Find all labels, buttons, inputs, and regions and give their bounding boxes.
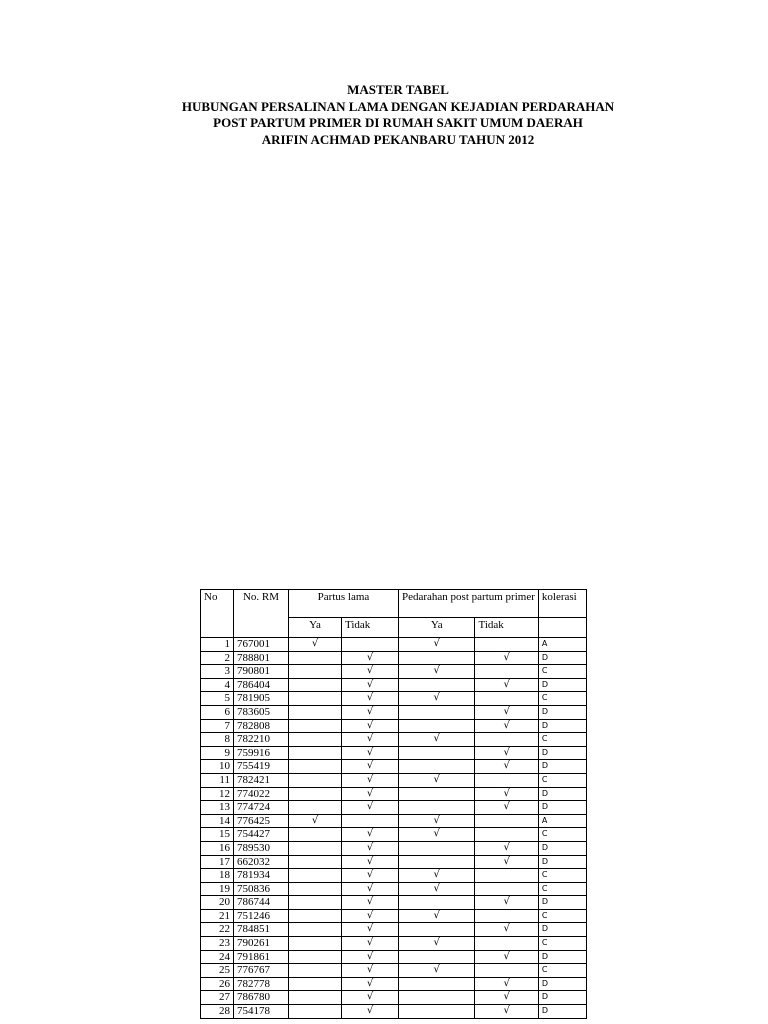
- pendarahan-tidak-check: √: [475, 801, 538, 815]
- rm-number: 776767: [234, 964, 289, 978]
- pendarahan-tidak-check: √: [475, 787, 538, 801]
- pendarahan-ya-check: [399, 1005, 475, 1019]
- rm-number: 776425: [234, 814, 289, 828]
- partus-ya-check: [289, 692, 342, 706]
- kolerasi-code: C: [538, 869, 586, 883]
- row-number: 8: [201, 733, 234, 747]
- pendarahan-tidak-check: [475, 937, 538, 951]
- rm-number: 786404: [234, 678, 289, 692]
- table-row: [201, 977, 587, 991]
- pendarahan-tidak-check: √: [475, 950, 538, 964]
- pendarahan-tidak-check: √: [475, 678, 538, 692]
- rm-number: 774022: [234, 787, 289, 801]
- partus-ya-check: [289, 841, 342, 855]
- table-row: [201, 964, 587, 978]
- pendarahan-ya-check: √: [399, 814, 475, 828]
- pendarahan-ya-check: [399, 651, 475, 665]
- row-number: 24: [201, 950, 234, 964]
- row-number: 14: [201, 814, 234, 828]
- row-number: 15: [201, 828, 234, 842]
- row-number: 21: [201, 909, 234, 923]
- kolerasi-code: C: [538, 665, 586, 679]
- row-number: 5: [201, 692, 234, 706]
- partus-tidak-check: √: [342, 882, 399, 896]
- header-kolerasi-blank: [538, 618, 586, 638]
- header-pendarahan-ya: Ya: [399, 618, 475, 638]
- pendarahan-ya-check: [399, 760, 475, 774]
- kolerasi-code: D: [538, 991, 586, 1005]
- master-table: [200, 589, 587, 1019]
- pendarahan-tidak-check: √: [475, 651, 538, 665]
- table-row: [201, 1005, 587, 1019]
- table-row: [201, 760, 587, 774]
- pendarahan-ya-check: [399, 801, 475, 815]
- table-row: [201, 923, 587, 937]
- kolerasi-code: D: [538, 1005, 586, 1019]
- rm-number: 781905: [234, 692, 289, 706]
- kolerasi-code: D: [538, 760, 586, 774]
- table-row: [201, 638, 587, 652]
- kolerasi-code: D: [538, 841, 586, 855]
- row-number: 3: [201, 665, 234, 679]
- rm-number: 788801: [234, 651, 289, 665]
- partus-tidak-check: √: [342, 869, 399, 883]
- document-title: [0, 82, 768, 148]
- rm-number: 786744: [234, 896, 289, 910]
- row-number: 22: [201, 923, 234, 937]
- partus-ya-check: [289, 705, 342, 719]
- partus-tidak-check: √: [342, 678, 399, 692]
- rm-number: 782421: [234, 773, 289, 787]
- row-number: 17: [201, 855, 234, 869]
- rm-number: 782210: [234, 733, 289, 747]
- kolerasi-code: C: [538, 692, 586, 706]
- pendarahan-ya-check: [399, 855, 475, 869]
- rm-number: 789530: [234, 841, 289, 855]
- rm-number: 755419: [234, 760, 289, 774]
- header-rm: No. RM: [234, 590, 289, 638]
- partus-ya-check: [289, 678, 342, 692]
- partus-tidak-check: √: [342, 760, 399, 774]
- pendarahan-tidak-check: √: [475, 719, 538, 733]
- table-body: [201, 638, 587, 1019]
- kolerasi-code: C: [538, 937, 586, 951]
- table-row: [201, 746, 587, 760]
- header-kolerasi: kolerasi: [538, 590, 586, 618]
- row-number: 25: [201, 964, 234, 978]
- partus-tidak-check: √: [342, 692, 399, 706]
- title-line-2: HUBUNGAN PERSALINAN LAMA DENGAN KEJADIAN PERDARAHAN: [181, 98, 615, 114]
- row-number: 23: [201, 937, 234, 951]
- rm-number: 790801: [234, 665, 289, 679]
- rm-number: 782808: [234, 719, 289, 733]
- row-number: 2: [201, 651, 234, 665]
- kolerasi-code: A: [538, 638, 586, 652]
- pendarahan-tidak-check: √: [475, 977, 538, 991]
- partus-tidak-check: √: [342, 841, 399, 855]
- pendarahan-ya-check: [399, 841, 475, 855]
- partus-tidak-check: √: [342, 909, 399, 923]
- partus-ya-check: [289, 977, 342, 991]
- table-row: [201, 841, 587, 855]
- kolerasi-code: D: [538, 787, 586, 801]
- pendarahan-tidak-check: [475, 773, 538, 787]
- kolerasi-code: D: [538, 855, 586, 869]
- pendarahan-ya-check: [399, 977, 475, 991]
- pendarahan-tidak-check: [475, 638, 538, 652]
- table-row: [201, 665, 587, 679]
- header-pendarahan: Pedarahan post partum primer: [399, 590, 539, 618]
- partus-ya-check: [289, 909, 342, 923]
- partus-tidak-check: √: [342, 855, 399, 869]
- pendarahan-tidak-check: [475, 692, 538, 706]
- kolerasi-code: D: [538, 950, 586, 964]
- partus-tidak-check: √: [342, 801, 399, 815]
- row-number: 11: [201, 773, 234, 787]
- partus-tidak-check: √: [342, 719, 399, 733]
- pendarahan-tidak-check: √: [475, 1005, 538, 1019]
- pendarahan-tidak-check: √: [475, 923, 538, 937]
- pendarahan-ya-check: [399, 896, 475, 910]
- pendarahan-tidak-check: [475, 882, 538, 896]
- row-number: 10: [201, 760, 234, 774]
- rm-number: 786780: [234, 991, 289, 1005]
- pendarahan-ya-check: [399, 678, 475, 692]
- rm-number: 759916: [234, 746, 289, 760]
- partus-ya-check: [289, 964, 342, 978]
- pendarahan-tidak-check: [475, 909, 538, 923]
- partus-ya-check: [289, 896, 342, 910]
- rm-number: 784851: [234, 923, 289, 937]
- table-row: [201, 909, 587, 923]
- pendarahan-ya-check: [399, 923, 475, 937]
- table-row: [201, 814, 587, 828]
- kolerasi-code: D: [538, 896, 586, 910]
- pendarahan-tidak-check: √: [475, 841, 538, 855]
- table-row: [201, 869, 587, 883]
- rm-number: 750836: [234, 882, 289, 896]
- partus-ya-check: √: [289, 814, 342, 828]
- rm-number: 782778: [234, 977, 289, 991]
- pendarahan-ya-check: √: [399, 964, 475, 978]
- pendarahan-tidak-check: √: [475, 705, 538, 719]
- rm-number: 662032: [234, 855, 289, 869]
- partus-tidak-check: [342, 638, 399, 652]
- header-partus-ya: Ya: [289, 618, 342, 638]
- kolerasi-code: A: [538, 814, 586, 828]
- rm-number: 790261: [234, 937, 289, 951]
- row-number: 26: [201, 977, 234, 991]
- pendarahan-ya-check: [399, 719, 475, 733]
- kolerasi-code: D: [538, 678, 586, 692]
- kolerasi-code: C: [538, 733, 586, 747]
- row-number: 19: [201, 882, 234, 896]
- pendarahan-ya-check: √: [399, 665, 475, 679]
- partus-tidak-check: √: [342, 1005, 399, 1019]
- title-line-4: ARIFIN ACHMAD PEKANBARU TAHUN 2012: [261, 131, 535, 147]
- partus-tidak-check: √: [342, 651, 399, 665]
- pendarahan-tidak-check: [475, 733, 538, 747]
- title-line-1: MASTER TABEL: [347, 82, 449, 97]
- table-row: [201, 651, 587, 665]
- table-row: [201, 773, 587, 787]
- pendarahan-tidak-check: √: [475, 855, 538, 869]
- row-number: 12: [201, 787, 234, 801]
- partus-tidak-check: √: [342, 937, 399, 951]
- row-number: 27: [201, 991, 234, 1005]
- table-row: [201, 882, 587, 896]
- kolerasi-code: D: [538, 746, 586, 760]
- partus-ya-check: [289, 733, 342, 747]
- pendarahan-tidak-check: √: [475, 991, 538, 1005]
- rm-number: 783605: [234, 705, 289, 719]
- title-line-3: POST PARTUM PRIMER DI RUMAH SAKIT UMUM DAERAH: [213, 115, 583, 130]
- header-partus-tidak: Tidak: [342, 618, 399, 638]
- row-number: 18: [201, 869, 234, 883]
- table-row: [201, 937, 587, 951]
- row-number: 7: [201, 719, 234, 733]
- partus-ya-check: [289, 869, 342, 883]
- partus-tidak-check: √: [342, 828, 399, 842]
- pendarahan-ya-check: √: [399, 937, 475, 951]
- kolerasi-code: D: [538, 651, 586, 665]
- rm-number: 791861: [234, 950, 289, 964]
- table-row: [201, 678, 587, 692]
- table-row: [201, 896, 587, 910]
- rm-number: 767001: [234, 638, 289, 652]
- partus-tidak-check: √: [342, 950, 399, 964]
- header-no: No: [201, 590, 234, 638]
- row-number: 9: [201, 746, 234, 760]
- table-row: [201, 828, 587, 842]
- pendarahan-tidak-check: [475, 869, 538, 883]
- pendarahan-tidak-check: √: [475, 760, 538, 774]
- table-row: [201, 787, 587, 801]
- kolerasi-code: D: [538, 705, 586, 719]
- kolerasi-code: D: [538, 801, 586, 815]
- pendarahan-tidak-check: [475, 814, 538, 828]
- kolerasi-code: D: [538, 719, 586, 733]
- row-number: 16: [201, 841, 234, 855]
- table-row: [201, 705, 587, 719]
- partus-ya-check: [289, 773, 342, 787]
- row-number: 13: [201, 801, 234, 815]
- partus-ya-check: [289, 760, 342, 774]
- partus-ya-check: [289, 923, 342, 937]
- partus-tidak-check: √: [342, 787, 399, 801]
- partus-ya-check: [289, 937, 342, 951]
- kolerasi-code: C: [538, 828, 586, 842]
- partus-tidak-check: √: [342, 977, 399, 991]
- pendarahan-ya-check: √: [399, 692, 475, 706]
- partus-ya-check: [289, 855, 342, 869]
- partus-tidak-check: √: [342, 923, 399, 937]
- pendarahan-ya-check: [399, 950, 475, 964]
- kolerasi-code: C: [538, 909, 586, 923]
- pendarahan-ya-check: √: [399, 638, 475, 652]
- pendarahan-ya-check: √: [399, 869, 475, 883]
- partus-ya-check: [289, 1005, 342, 1019]
- pendarahan-tidak-check: √: [475, 896, 538, 910]
- header-pendarahan-tidak: Tidak: [475, 618, 538, 638]
- pendarahan-ya-check: √: [399, 733, 475, 747]
- row-number: 4: [201, 678, 234, 692]
- pendarahan-ya-check: [399, 991, 475, 1005]
- row-number: 20: [201, 896, 234, 910]
- partus-tidak-check: [342, 814, 399, 828]
- partus-tidak-check: √: [342, 773, 399, 787]
- partus-ya-check: [289, 787, 342, 801]
- pendarahan-tidak-check: √: [475, 746, 538, 760]
- partus-tidak-check: √: [342, 705, 399, 719]
- table-row: [201, 733, 587, 747]
- pendarahan-ya-check: √: [399, 828, 475, 842]
- table-row: [201, 991, 587, 1005]
- table-row: [201, 855, 587, 869]
- row-number: 1: [201, 638, 234, 652]
- partus-ya-check: √: [289, 638, 342, 652]
- partus-ya-check: [289, 746, 342, 760]
- partus-tidak-check: √: [342, 964, 399, 978]
- rm-number: 754178: [234, 1005, 289, 1019]
- pendarahan-ya-check: [399, 746, 475, 760]
- rm-number: 774724: [234, 801, 289, 815]
- kolerasi-code: D: [538, 977, 586, 991]
- rm-number: 751246: [234, 909, 289, 923]
- pendarahan-ya-check: √: [399, 773, 475, 787]
- pendarahan-ya-check: [399, 705, 475, 719]
- header-row-1: [201, 590, 587, 618]
- header-partus-lama: Partus lama: [289, 590, 399, 618]
- partus-tidak-check: √: [342, 733, 399, 747]
- partus-ya-check: [289, 882, 342, 896]
- row-number: 6: [201, 705, 234, 719]
- rm-number: 754427: [234, 828, 289, 842]
- pendarahan-ya-check: [399, 787, 475, 801]
- partus-ya-check: [289, 801, 342, 815]
- pendarahan-tidak-check: [475, 665, 538, 679]
- kolerasi-code: C: [538, 964, 586, 978]
- pendarahan-ya-check: √: [399, 882, 475, 896]
- table-row: [201, 950, 587, 964]
- pendarahan-tidak-check: [475, 964, 538, 978]
- partus-ya-check: [289, 665, 342, 679]
- kolerasi-code: D: [538, 923, 586, 937]
- partus-ya-check: [289, 719, 342, 733]
- row-number: 28: [201, 1005, 234, 1019]
- partus-ya-check: [289, 950, 342, 964]
- partus-tidak-check: √: [342, 746, 399, 760]
- partus-tidak-check: √: [342, 896, 399, 910]
- pendarahan-ya-check: √: [399, 909, 475, 923]
- partus-tidak-check: √: [342, 991, 399, 1005]
- partus-tidak-check: √: [342, 665, 399, 679]
- table-row: [201, 801, 587, 815]
- partus-ya-check: [289, 828, 342, 842]
- rm-number: 781934: [234, 869, 289, 883]
- partus-ya-check: [289, 651, 342, 665]
- kolerasi-code: C: [538, 882, 586, 896]
- pendarahan-tidak-check: [475, 828, 538, 842]
- table-row: [201, 719, 587, 733]
- partus-ya-check: [289, 991, 342, 1005]
- kolerasi-code: C: [538, 773, 586, 787]
- table-row: [201, 692, 587, 706]
